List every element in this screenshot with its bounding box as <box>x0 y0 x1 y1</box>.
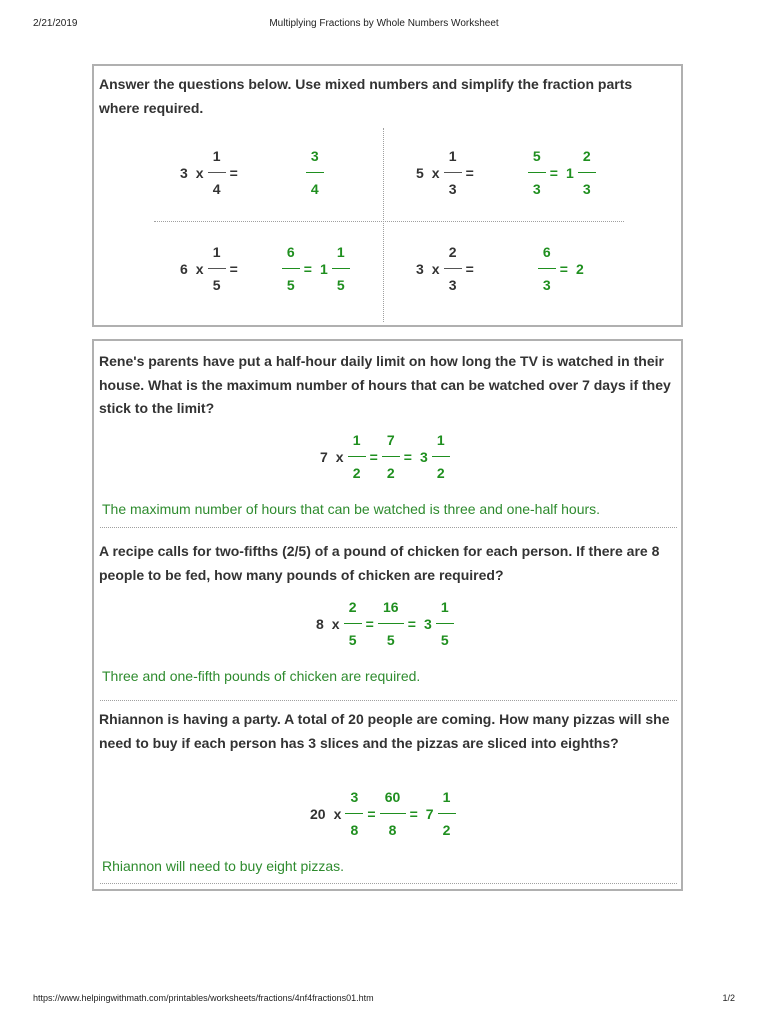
print-date: 2/21/2019 <box>33 18 78 29</box>
answer-fraction: $\frac{5}{3}$ <box>528 148 546 197</box>
mixed-fraction: $\frac{2}{3}$ <box>578 148 596 197</box>
page-number: 1/2 <box>722 993 735 1003</box>
problem-4: 3 x $\frac{2}{3}$ = $\frac{6}{3}$ = 2 <box>412 244 588 293</box>
mixed-fraction: $\frac{1}{5}$ <box>332 244 350 293</box>
vertical-divider <box>383 128 384 322</box>
problem-3: 6 x $\frac{1}{5}$ = $\frac{6}{5}$ = 1 $\frac{1}{5}$ <box>176 244 350 293</box>
answer-2: Three and one-fifth pounds of chicken are required. <box>102 668 421 684</box>
answer-fraction: $\frac{3}{4}$ <box>306 148 324 197</box>
answer-1: The maximum number of hours that can be watched is three and one-half hours. <box>102 501 601 517</box>
problem-1: 3 x $\frac{1}{4}$ = $\frac{3}{4}$ <box>176 148 324 197</box>
equation-2: 8 x $\frac{2}{5}$ = $\frac{16}{5}$ = 3 $\frac{1}{5}$ <box>312 599 454 648</box>
instructions: Answer the questions below. Use mixed numbers and simplify the fraction parts where required. <box>99 76 633 116</box>
simplified-answer: 2 <box>575 260 584 277</box>
question-1: Rene's parents have put a half-hour daily limit on how long the TV is watched in their house. What is the maximum number of hours that can be watched over 7 days if they stick to the limit? <box>99 353 671 416</box>
answer-fraction: $\frac{6}{5}$ <box>282 244 300 293</box>
answer-fraction: $\frac{6}{3}$ <box>538 244 556 293</box>
question-3: Rhiannon is having a party. A total of 20 people are coming. How many pizzas will she need to buy if each person has 3 slices and the pizzas are sliced into eighths? <box>99 711 670 751</box>
mixed-whole: 1 <box>565 164 574 181</box>
question-2: A recipe calls for two-fifths (2/5) of a pound of chicken for each person. If there are 8 people to be fed, how many pounds of chicken are required? <box>99 543 660 583</box>
equation-1: 7 x $\frac{1}{2}$ = $\frac{7}{2}$ = 3 $\frac{1}{2}$ <box>316 432 450 481</box>
practice-box <box>92 64 683 327</box>
word-problems-box <box>92 339 683 891</box>
separator <box>100 700 677 701</box>
print-url: https://www.helpingwithmath.com/printables/worksheets/fractions/4nf4fractions01.htm <box>33 993 374 1003</box>
separator <box>100 883 677 884</box>
mixed-whole: 1 <box>319 260 328 277</box>
horizontal-divider <box>154 221 624 222</box>
problem-2: 5 x $\frac{1}{3}$ = $\frac{5}{3}$ = 1 $\frac{2}{3}$ <box>412 148 596 197</box>
equation-3: 20 x $\frac{3}{8}$ = $\frac{60}{8}$ = 7 $\frac{1}{2}$ <box>306 789 456 838</box>
answer-3: Rhiannon will need to buy eight pizzas. <box>102 858 345 874</box>
separator <box>100 527 677 528</box>
print-title: Multiplying Fractions by Whole Numbers Worksheet <box>269 18 499 29</box>
